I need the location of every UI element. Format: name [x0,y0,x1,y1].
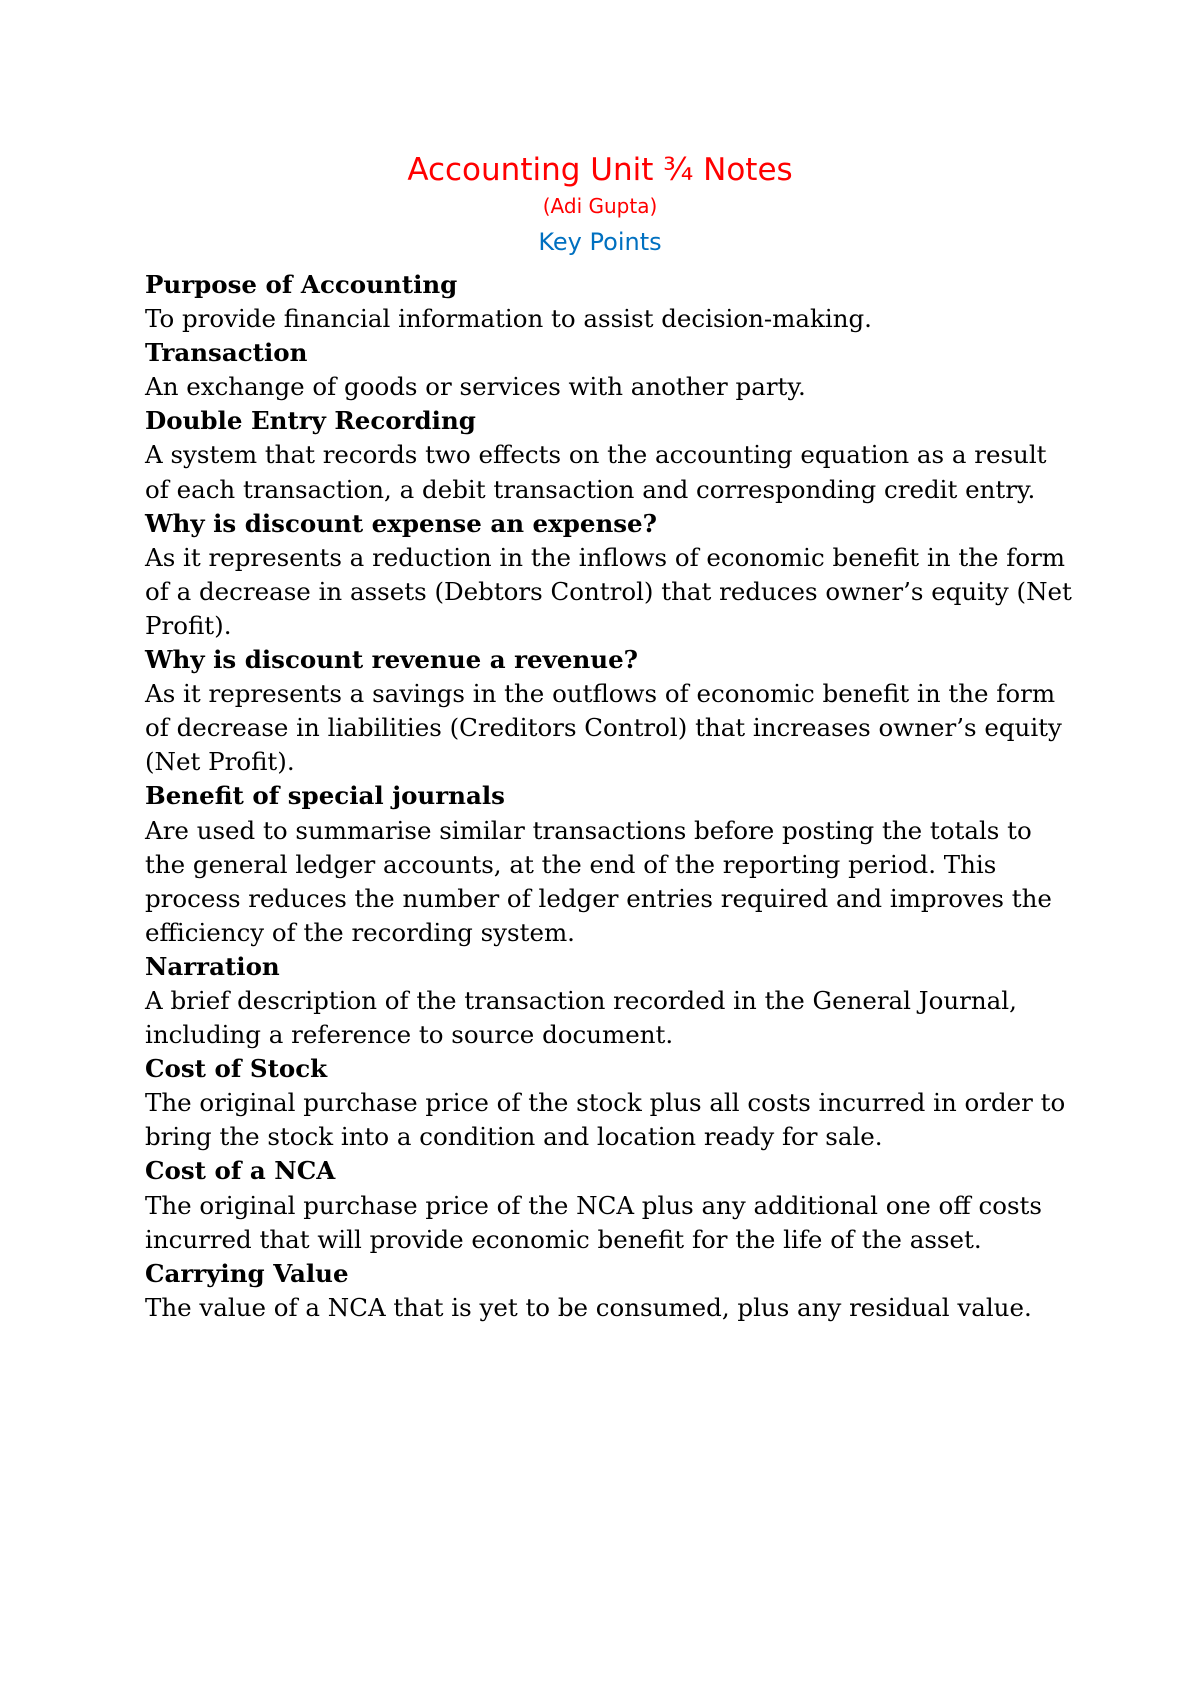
document-author: (Adi Gupta) [542,194,658,218]
definition-cost-of-nca: The original purchase price of the NCA plus any additional one off costs incurred that will provide economic benefit for the life of the asset. [145,1190,1042,1254]
definition-carrying-value: The value of a NCA that is yet to be consumed, plus any residual value. [145,1292,1032,1322]
definition-discount-expense: As it represents a reduction in the inflows of economic benefit in the form of a decrease in assets (Debtors Control) that reduces owner’s equity (Net Profit). [145,542,1072,640]
notes-content [145,268,1075,1325]
document-header [0,150,1200,262]
definition-narration: A brief description of the transaction recorded in the General Journal, including a reference to source document. [145,985,1017,1050]
definition-cost-of-stock: The original purchase price of the stock plus all costs incurred in order to bring the stock into a condition and location ready for sale. [145,1088,1066,1152]
term-purpose-of-accounting: Purpose of Accounting [145,270,458,299]
document-subtitle: Key Points [538,228,662,256]
term-discount-revenue: Why is discount revenue a revenue? [145,645,639,675]
definition-purpose-of-accounting: To provide financial information to assist decision-making. [145,304,872,334]
definition-transaction: An exchange of goods or services with another party. [145,372,806,402]
term-special-journals: Benefit of special journals [145,781,505,811]
term-discount-expense: Why is discount expense an expense? [145,508,657,538]
definition-discount-revenue: As it represents a savings in the outflows of economic benefit in the form of decrease in liabilities (Creditors Control) that increases owner’s equity (Net Profit). [145,679,1062,777]
definition-double-entry-recording: A system that records two effects on the accounting equation as a result of each transaction, a debit transaction and corresponding credit entry. [145,440,1047,504]
term-narration: Narration [145,951,280,981]
definition-special-journals: Are used to summarise similar transactions before posting the totals to the general ledger accounts, at the end of the reporting period. This process reduces the number of ledger entries required and improves the efficiency of the recording system. [145,815,1052,947]
term-transaction: Transaction [145,338,308,368]
term-cost-of-nca: Cost of a NCA [145,1156,336,1186]
term-double-entry-recording: Double Entry Recording [145,406,476,436]
document-title: Accounting Unit ¾ Notes [407,152,793,188]
term-cost-of-stock: Cost of Stock [145,1054,328,1084]
term-carrying-value: Carrying Value [145,1258,349,1288]
